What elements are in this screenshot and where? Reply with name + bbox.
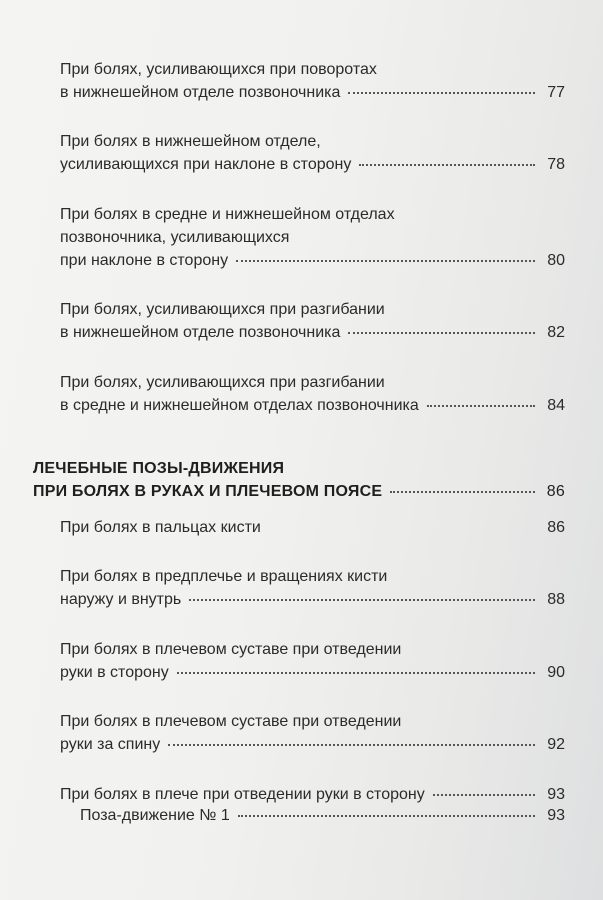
toc-entry-line: усиливающихся при наклоне в сторону [60,156,352,173]
toc-page-number: 90 [547,664,565,681]
toc-page-number: 86 [546,483,565,500]
toc-page-number: 80 [547,252,565,269]
dot-leader [168,743,535,746]
toc-entry-line: При болях в плечевом суставе при отведении [60,713,402,730]
toc-entry[interactable] [60,371,565,417]
dot-leader [236,259,535,262]
toc-entry-line: Поза-движение № 1 [80,807,230,824]
toc-entry[interactable] [60,565,565,611]
dot-leader [348,91,535,94]
dot-leader [177,671,535,674]
toc-page-number: 86 [547,519,565,536]
toc-entry[interactable] [60,638,565,684]
toc-page-number: 93 [547,807,565,824]
toc-page-number: 82 [547,324,565,341]
toc-entry-line: При болях в нижнешейном отделе, [60,133,321,150]
dot-leader [359,163,535,166]
dot-leader [433,793,535,796]
toc-page-number: 77 [547,84,565,101]
toc-entry-line: При болях, усиливающихся при разгибании [60,374,385,391]
toc-entry-line: в нижнешейном отделе позвоночника [60,84,341,101]
toc-entry-line: При болях в предплечье и вращениях кисти [60,568,388,585]
toc-subentry[interactable] [80,804,565,827]
toc-entry[interactable] [60,58,565,104]
toc-entry-line: При болях в средне и нижнешейном отделах [60,206,395,223]
toc-entry[interactable] [60,516,565,539]
toc-entry[interactable] [60,298,565,344]
toc-page-number: 84 [547,397,565,414]
toc-entry-line: При болях в пальцах кисти [60,519,261,536]
toc-entry[interactable] [60,130,565,176]
dot-leader [390,490,535,493]
toc-entry-line: в средне и нижнешейном отделах позвоночника [60,397,419,414]
section-title-line: ЛЕЧЕБНЫЕ ПОЗЫ-ДВИЖЕНИЯ [33,460,285,477]
toc-entry[interactable] [60,710,565,756]
toc-entry-line: руки в сторону [60,664,169,681]
dot-leader [427,404,535,407]
section-title-line: ПРИ БОЛЯХ В РУКАХ И ПЛЕЧЕВОМ ПОЯСЕ [33,483,383,500]
toc-entry-line: При болях, усиливающихся при поворотах [60,61,377,78]
toc-page-number: 92 [547,736,565,753]
toc-entry-line: наружу и внутрь [60,591,182,608]
toc-entry-line: При болях в плече при отведении руки в сторону [60,786,425,803]
toc-entry-line: при наклоне в сторону [60,252,229,269]
toc-entry-line: в нижнешейном отделе позвоночника [60,324,341,341]
toc-entry[interactable] [60,203,565,272]
dot-leader [238,814,535,817]
toc-page-number: 93 [547,786,565,803]
toc-entry[interactable] [60,783,565,806]
dot-leader [348,331,535,334]
toc-section-heading[interactable] [33,457,565,503]
toc-entry-line: руки за спину [60,736,161,753]
dot-leader [189,598,535,601]
toc-page-number: 88 [547,591,565,608]
toc-entry-line: позвоночника, усиливающихся [60,229,290,246]
toc-page-number: 78 [547,156,565,173]
toc-entry-line: При болях в плечевом суставе при отведении [60,641,402,658]
toc-entry-line: При болях, усиливающихся при разгибании [60,301,385,318]
